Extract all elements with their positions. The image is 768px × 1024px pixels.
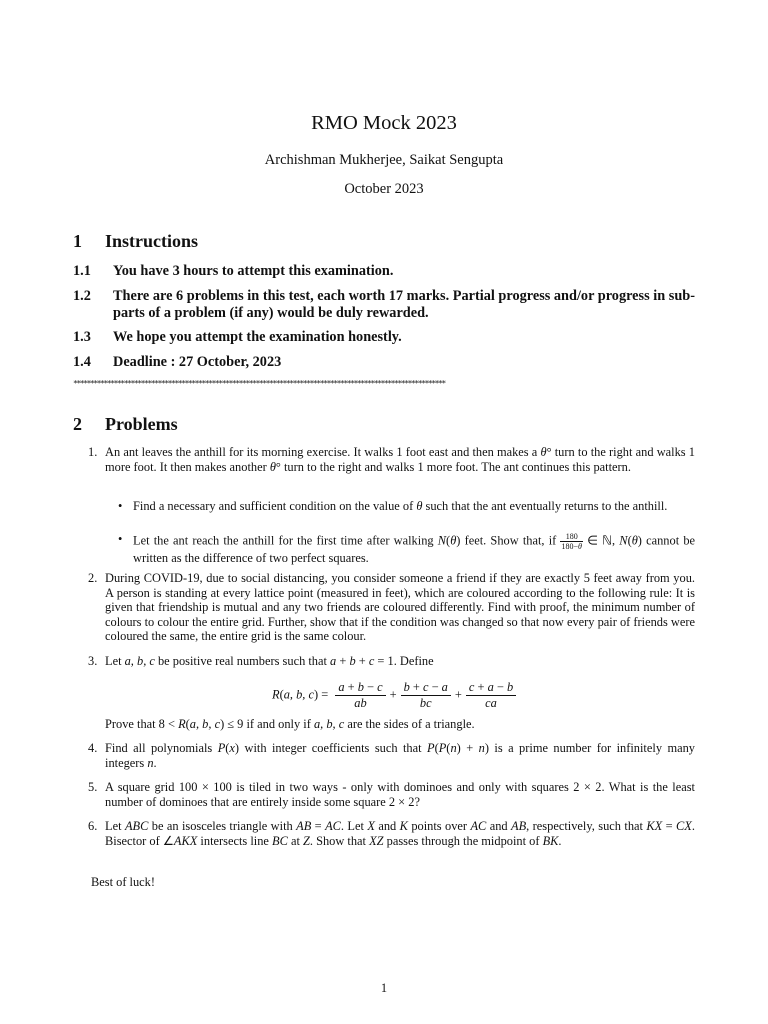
fraction: $\frac{180}{180-\theta}$ — [561, 532, 582, 551]
fraction: $\frac{c + a - b}{ca}$ — [466, 680, 516, 711]
instruction-text: Deadline : 27 October, 2023 — [113, 354, 282, 370]
bullet-icon: • — [118, 499, 123, 513]
problem-6 — [88, 819, 695, 848]
closing-remark: Best of luck! — [91, 875, 156, 889]
instruction-text: There are 6 problems in this test, each worth 17 marks. Partial progress and/or progress in sub-parts of a problem (if any) would be duly rewarded. — [113, 288, 695, 321]
problem-4 — [88, 741, 695, 770]
section-heading-problems — [73, 414, 178, 435]
problem-2 — [88, 571, 695, 644]
problem-1-part-b — [118, 532, 695, 566]
fraction: $\frac{b + c - a}{bc}$ — [401, 680, 451, 711]
instruction-number: 1.2 — [73, 288, 91, 304]
instruction-number: 1.1 — [73, 263, 91, 279]
instruction-item — [73, 288, 695, 321]
problem-number: 6. — [88, 819, 98, 833]
section-heading-instructions — [73, 231, 198, 252]
problem-number: 5. — [88, 780, 98, 794]
problem-text: During COVID-19, due to social distancing, you consider someone a friend if they are exactly 5 feet away from you. A person is standing at every lattice point (measured in feet), which are coloured according to the following rule: It is given that friendship is mutual and any two friends are coloured differently. Find with proof, the minimum number of colours to colour the entire grid. Further, show that if the condition was changed so that now every pair of friends were coloured the same, the entire grid is the same colour. — [105, 571, 695, 644]
separator-line: ************************************************************************************************************** — [73, 378, 445, 388]
document-title: RMO Mock 2023 — [311, 112, 457, 134]
problem-text: Find all polynomials P(x) with integer coefficients such that P(P(n) + n) is a prime number for infinitely many integers n. — [105, 741, 695, 770]
problem-3-continued — [88, 717, 695, 732]
problem-text: An ant leaves the anthill for its morning exercise. It walks 1 foot east and then makes a θ° turn to the right and walks 1 more foot. It then makes another θ° turn to the right and walks 1 more foot. The ant continues this pattern. — [105, 445, 695, 474]
problem-text: Let a, b, c be positive real numbers such that a + b + c = 1. Define — [105, 654, 434, 668]
page-number: 1 — [380, 981, 388, 995]
instruction-item — [73, 354, 695, 371]
problem-1-part-a — [118, 499, 695, 514]
problem-number: 2. — [88, 571, 98, 585]
instruction-item — [73, 329, 695, 346]
instruction-item — [73, 263, 695, 280]
problem-1 — [88, 445, 695, 474]
problem-5 — [88, 780, 695, 809]
instruction-number: 1.4 — [73, 354, 91, 370]
problem-text: Prove that 8 < R(a, b, c) ≤ 9 if and only if a, b, c are the sides of a triangle. — [105, 717, 475, 731]
section-number: 1 — [73, 231, 82, 251]
document-date: October 2023 — [344, 181, 424, 197]
document-authors: Archishman Mukherjee, Saikat Sengupta — [264, 152, 504, 168]
part-text: Let the ant reach the anthill for the first time after walking N(θ) feet. Show that, if $\frac{180}{180-\theta}$ ∈ ℕ, N(θ) cannot be written as the difference of two perfect squares. — [133, 532, 696, 565]
instruction-text: We hope you attempt the examination honestly. — [113, 329, 402, 345]
problem-number: 3. — [88, 654, 98, 668]
problem-number: 1. — [88, 445, 98, 459]
section-title: Problems — [105, 414, 178, 434]
problem-text: A square grid 100 × 100 is tiled in two ways - only with dominoes and only with squares 2 × 2. What is the least number of dominoes that are entirely inside some square 2 × 2? — [105, 780, 695, 809]
display-formula: R(a, b, c) = $\frac{a + b - c}{ab}$ + $\frac{b + c - a}{bc}$ + $\frac{c + a - b}{ca}$ — [272, 680, 520, 712]
problem-number: 4. — [88, 741, 98, 755]
part-text: Find a necessary and sufficient condition on the value of θ such that the ant eventually returns to the anthill. — [133, 499, 668, 513]
section-title: Instructions — [105, 231, 199, 251]
problem-3 — [88, 654, 695, 669]
instruction-text: You have 3 hours to attempt this examination. — [113, 263, 394, 279]
instruction-number: 1.3 — [73, 329, 91, 345]
bullet-icon: • — [118, 532, 123, 546]
problem-text: Let ABC be an isosceles triangle with AB = AC. Let X and K points over AC and AB, respectively, such that KX = CX. Bisector of ∠AKX intersects line BC at Z. Show that XZ passes through the midpoint of BK. — [105, 819, 695, 848]
fraction: $\frac{a + b - c}{ab}$ — [335, 680, 385, 711]
section-number: 2 — [73, 414, 82, 434]
